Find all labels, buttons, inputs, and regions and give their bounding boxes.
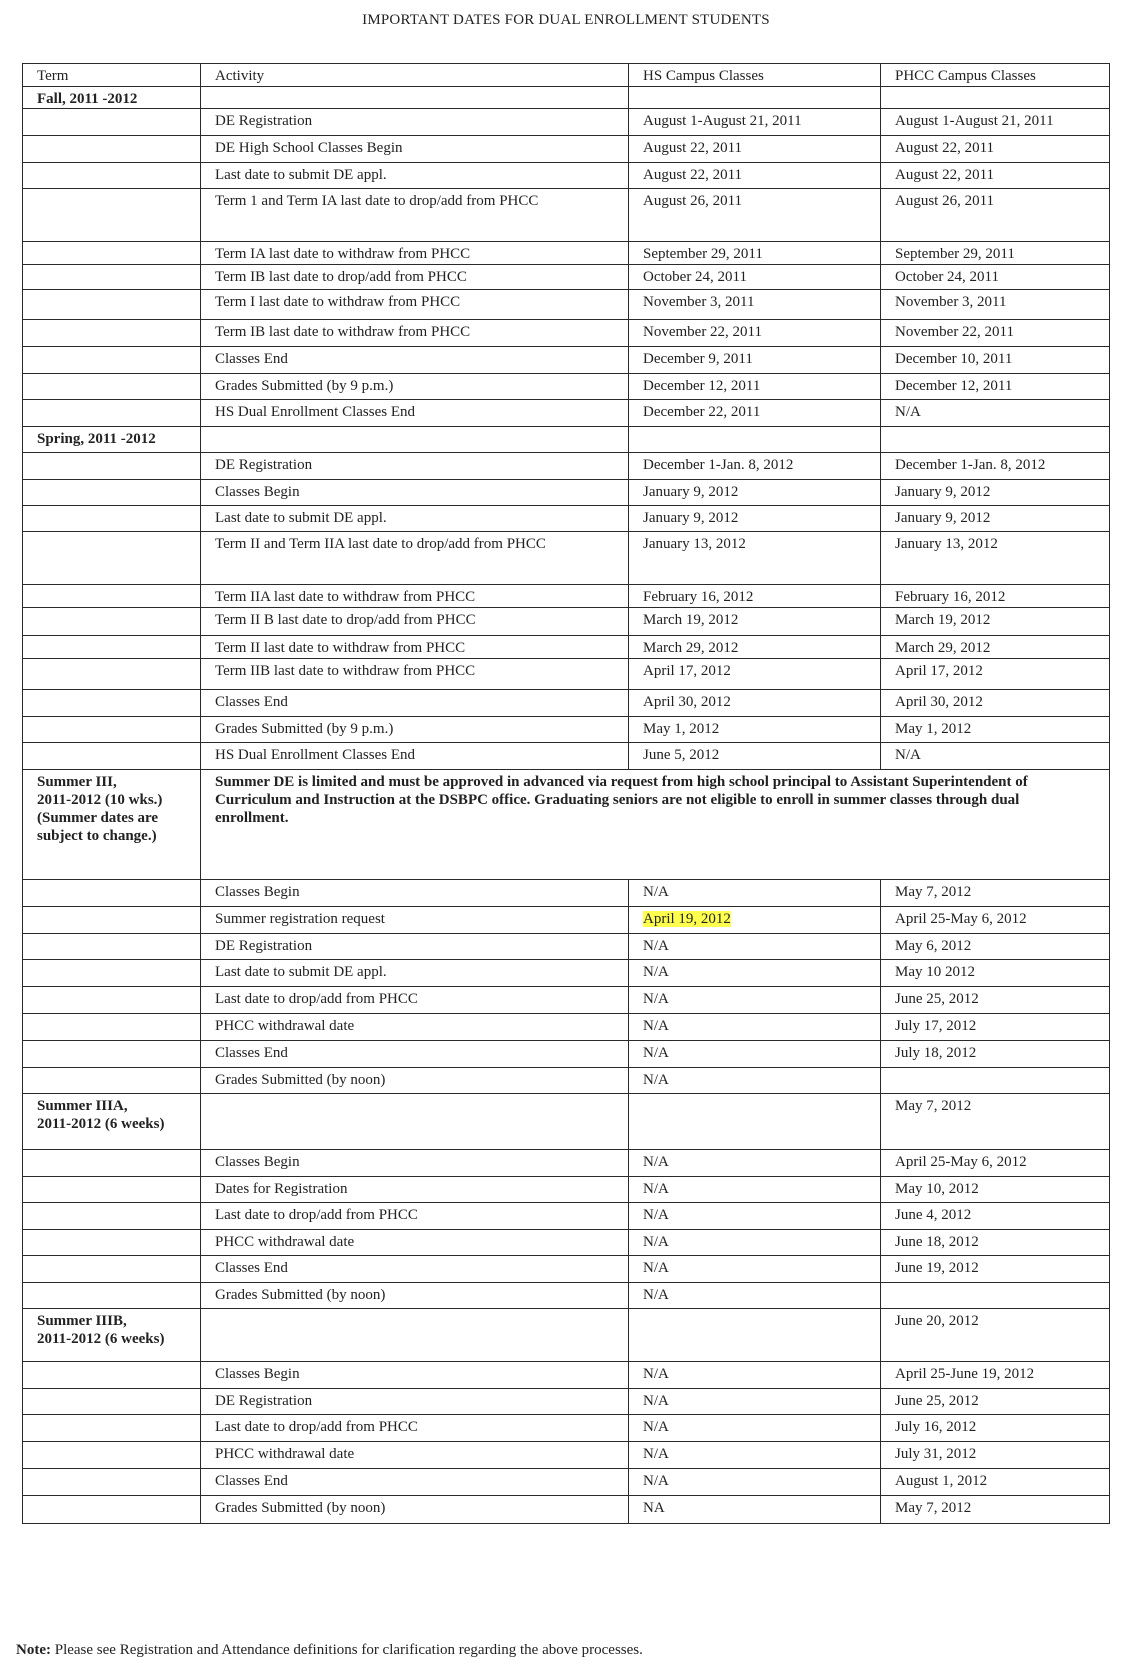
hs-date-cell: N/A: [629, 1041, 881, 1068]
phcc-date-cell: August 1-August 21, 2011: [881, 109, 1110, 136]
hs-date-cell: March 29, 2012: [629, 636, 881, 659]
hs-date-cell: April 17, 2012: [629, 659, 881, 690]
table-row: [23, 934, 1110, 960]
phcc-date-cell: July 31, 2012: [881, 1442, 1110, 1469]
phcc-date-cell: April 25-May 6, 2012: [881, 907, 1110, 934]
term-cell: [23, 506, 201, 532]
summer-notice-row: [23, 770, 1110, 880]
table-row: [23, 1177, 1110, 1203]
hs-date-cell: N/A: [629, 1389, 881, 1415]
term-cell: [23, 290, 201, 320]
hs-date-cell: N/A: [629, 934, 881, 960]
term-cell: [23, 987, 201, 1014]
hs-date-cell: January 13, 2012: [629, 532, 881, 585]
hs-date-cell: N/A: [629, 1014, 881, 1041]
table-row: [23, 242, 1110, 265]
activity-cell: [201, 1094, 629, 1150]
term-cell: Summer III, 2011-2012 (10 wks.) (Summer dates are subject to change.): [23, 770, 201, 880]
activity-cell: Term IIB last date to withdraw from PHCC: [201, 659, 629, 690]
hs-date-cell: N/A: [629, 987, 881, 1014]
table-row: [23, 1442, 1110, 1469]
term-cell: Spring, 2011 -2012: [23, 427, 201, 453]
term-cell: [23, 400, 201, 427]
phcc-date-cell: July 18, 2012: [881, 1041, 1110, 1068]
phcc-date-cell: December 10, 2011: [881, 347, 1110, 374]
activity-cell: DE Registration: [201, 453, 629, 480]
footnote-label: Note:: [16, 1642, 51, 1658]
activity-cell: HS Dual Enrollment Classes End: [201, 400, 629, 427]
term-row: [23, 427, 1110, 453]
table-row: [23, 907, 1110, 934]
phcc-date-cell: April 17, 2012: [881, 659, 1110, 690]
phcc-date-cell: March 19, 2012: [881, 608, 1110, 636]
term-cell: [23, 1014, 201, 1041]
phcc-date-cell: May 6, 2012: [881, 934, 1110, 960]
term-cell: [23, 659, 201, 690]
table-row: [23, 1389, 1110, 1415]
term-cell: Fall, 2011 -2012: [23, 87, 201, 109]
table-row: [23, 400, 1110, 427]
hs-date-cell: August 22, 2011: [629, 163, 881, 189]
highlighted-date: April 19, 2012: [643, 911, 731, 927]
phcc-date-cell: December 1-Jan. 8, 2012: [881, 453, 1110, 480]
phcc-date-cell: March 29, 2012: [881, 636, 1110, 659]
table-row: [23, 532, 1110, 585]
table-row: [23, 347, 1110, 374]
term-cell: [23, 242, 201, 265]
hs-date-cell: August 26, 2011: [629, 189, 881, 242]
table-row: [23, 453, 1110, 480]
activity-cell: Dates for Registration: [201, 1177, 629, 1203]
activity-cell: DE Registration: [201, 1389, 629, 1415]
hs-date-cell: June 5, 2012: [629, 743, 881, 770]
table-row: [23, 1230, 1110, 1256]
term-cell: [23, 1230, 201, 1256]
term-cell: [23, 934, 201, 960]
table-row: [23, 189, 1110, 242]
activity-cell: Last date to submit DE appl.: [201, 163, 629, 189]
document-title: IMPORTANT DATES FOR DUAL ENROLLMENT STUDENTS: [362, 12, 770, 28]
term-cell: [23, 320, 201, 347]
term-cell: [23, 743, 201, 770]
activity-cell: Term 1 and Term IA last date to drop/add from PHCC: [201, 189, 629, 242]
activity-cell: Grades Submitted (by noon): [201, 1068, 629, 1094]
phcc-date-cell: January 9, 2012: [881, 480, 1110, 506]
term-cell: [23, 1442, 201, 1469]
footnote: [16, 1642, 643, 1659]
hs-date-cell: N/A: [629, 1177, 881, 1203]
term-cell: [23, 109, 201, 136]
hs-date-cell: February 16, 2012: [629, 585, 881, 608]
phcc-date-cell: December 12, 2011: [881, 374, 1110, 400]
term-cell: Summer IIIB, 2011-2012 (6 weeks): [23, 1309, 201, 1362]
phcc-date-cell: [881, 87, 1110, 109]
phcc-date-cell: June 19, 2012: [881, 1256, 1110, 1283]
term-cell: [23, 960, 201, 987]
hs-date-cell: N/A: [629, 880, 881, 907]
phcc-date-cell: May 7, 2012: [881, 1496, 1110, 1524]
activity-cell: Grades Submitted (by noon): [201, 1496, 629, 1524]
activity-cell: Summer registration request: [201, 907, 629, 934]
hs-date-cell: N/A: [629, 1230, 881, 1256]
footnote-text: Please see Registration and Attendance definitions for clarification regarding the above processes.: [50, 1642, 643, 1658]
table-row: [23, 1469, 1110, 1496]
hs-date-cell: N/A: [629, 1150, 881, 1177]
activity-cell: Term II last date to withdraw from PHCC: [201, 636, 629, 659]
activity-cell: PHCC withdrawal date: [201, 1014, 629, 1041]
header-phcc-campus: PHCC Campus Classes: [881, 64, 1110, 87]
term-cell: [23, 163, 201, 189]
term-cell: [23, 907, 201, 934]
term-cell: [23, 453, 201, 480]
phcc-date-cell: January 9, 2012: [881, 506, 1110, 532]
table-row: [23, 265, 1110, 290]
hs-date-cell: December 22, 2011: [629, 400, 881, 427]
hs-date-cell: May 1, 2012: [629, 717, 881, 743]
phcc-date-cell: May 10 2012: [881, 960, 1110, 987]
phcc-date-cell: August 22, 2011: [881, 136, 1110, 163]
phcc-date-cell: July 17, 2012: [881, 1014, 1110, 1041]
activity-cell: Classes Begin: [201, 480, 629, 506]
term-cell: [23, 585, 201, 608]
activity-cell: DE High School Classes Begin: [201, 136, 629, 163]
dates-table: [22, 63, 1110, 1524]
activity-cell: Term IB last date to drop/add from PHCC: [201, 265, 629, 290]
hs-date-cell: N/A: [629, 1283, 881, 1309]
phcc-date-cell: June 25, 2012: [881, 987, 1110, 1014]
term-cell: [23, 265, 201, 290]
activity-cell: Term II and Term IIA last date to drop/add from PHCC: [201, 532, 629, 585]
hs-date-cell: N/A: [629, 1442, 881, 1469]
table-row: [23, 743, 1110, 770]
hs-date-cell: N/A: [629, 1256, 881, 1283]
hs-date-cell: November 22, 2011: [629, 320, 881, 347]
term-cell: [23, 1283, 201, 1309]
table-row: [23, 290, 1110, 320]
activity-cell: [201, 87, 629, 109]
table-row: [23, 1203, 1110, 1230]
header-hs-campus: HS Campus Classes: [629, 64, 881, 87]
table-row: [23, 987, 1110, 1014]
hs-date-cell: November 3, 2011: [629, 290, 881, 320]
term-cell: [23, 347, 201, 374]
table-row: [23, 960, 1110, 987]
table-row: [23, 109, 1110, 136]
hs-date-cell: [629, 1094, 881, 1150]
phcc-date-cell: May 7, 2012: [881, 1094, 1110, 1150]
term-row: [23, 1309, 1110, 1362]
term-cell: [23, 1496, 201, 1524]
hs-date-cell: NA: [629, 1496, 881, 1524]
hs-date-cell: March 19, 2012: [629, 608, 881, 636]
term-cell: [23, 1177, 201, 1203]
term-cell: [23, 1150, 201, 1177]
summer-notice: Summer DE is limited and must be approved in advanced via request from high school principal to Assistant Superintendent of Curriculum and Instruction at the DSBPC office. Graduating seniors are not eligible to enroll in summer classes through dual enrollment.: [201, 770, 1110, 880]
term-cell: [23, 1068, 201, 1094]
header-activity: Activity: [201, 64, 629, 87]
table-row: [23, 1068, 1110, 1094]
phcc-date-cell: [881, 427, 1110, 453]
phcc-date-cell: July 16, 2012: [881, 1415, 1110, 1442]
table-row: [23, 1150, 1110, 1177]
table-row: [23, 1496, 1110, 1524]
phcc-date-cell: N/A: [881, 743, 1110, 770]
phcc-date-cell: April 30, 2012: [881, 690, 1110, 717]
activity-cell: Classes Begin: [201, 1150, 629, 1177]
hs-date-cell: N/A: [629, 1362, 881, 1389]
term-cell: [23, 1203, 201, 1230]
term-cell: [23, 1256, 201, 1283]
hs-date-cell: December 9, 2011: [629, 347, 881, 374]
activity-cell: HS Dual Enrollment Classes End: [201, 743, 629, 770]
activity-cell: Classes End: [201, 690, 629, 717]
hs-date-cell: December 12, 2011: [629, 374, 881, 400]
activity-cell: Classes Begin: [201, 880, 629, 907]
hs-date-cell: [629, 427, 881, 453]
activity-cell: [201, 427, 629, 453]
phcc-date-cell: April 25-May 6, 2012: [881, 1150, 1110, 1177]
phcc-date-cell: January 13, 2012: [881, 532, 1110, 585]
table-header-row: [23, 64, 1110, 87]
activity-cell: Term I last date to withdraw from PHCC: [201, 290, 629, 320]
phcc-date-cell: November 3, 2011: [881, 290, 1110, 320]
phcc-date-cell: May 1, 2012: [881, 717, 1110, 743]
table-row: [23, 506, 1110, 532]
phcc-date-cell: August 1, 2012: [881, 1469, 1110, 1496]
phcc-date-cell: February 16, 2012: [881, 585, 1110, 608]
activity-cell: DE Registration: [201, 934, 629, 960]
activity-cell: Term II B last date to drop/add from PHCC: [201, 608, 629, 636]
hs-date-cell: January 9, 2012: [629, 506, 881, 532]
table-row: [23, 1415, 1110, 1442]
phcc-date-cell: November 22, 2011: [881, 320, 1110, 347]
term-cell: [23, 608, 201, 636]
term-cell: [23, 1389, 201, 1415]
activity-cell: Classes End: [201, 347, 629, 374]
table-row: [23, 717, 1110, 743]
activity-cell: Last date to drop/add from PHCC: [201, 1415, 629, 1442]
phcc-date-cell: [881, 1068, 1110, 1094]
phcc-date-cell: September 29, 2011: [881, 242, 1110, 265]
term-cell: [23, 1041, 201, 1068]
activity-cell: Classes End: [201, 1041, 629, 1068]
term-cell: [23, 532, 201, 585]
activity-cell: Last date to drop/add from PHCC: [201, 1203, 629, 1230]
hs-date-cell: August 22, 2011: [629, 136, 881, 163]
term-cell: [23, 374, 201, 400]
activity-cell: Term IA last date to withdraw from PHCC: [201, 242, 629, 265]
term-row: [23, 87, 1110, 109]
hs-date-cell: N/A: [629, 1203, 881, 1230]
activity-cell: [201, 1309, 629, 1362]
activity-cell: Last date to drop/add from PHCC: [201, 987, 629, 1014]
term-cell: [23, 480, 201, 506]
table-row: [23, 1041, 1110, 1068]
activity-cell: Grades Submitted (by 9 p.m.): [201, 717, 629, 743]
hs-date-cell: N/A: [629, 1068, 881, 1094]
activity-cell: Grades Submitted (by 9 p.m.): [201, 374, 629, 400]
table-row: [23, 659, 1110, 690]
table-row: [23, 690, 1110, 717]
hs-date-cell: December 1-Jan. 8, 2012: [629, 453, 881, 480]
hs-date-cell: [629, 1309, 881, 1362]
activity-cell: Classes Begin: [201, 1362, 629, 1389]
hs-date-cell: January 9, 2012: [629, 480, 881, 506]
dates-table-body: [23, 64, 1110, 1524]
hs-date-cell: [629, 907, 881, 934]
table-row: [23, 374, 1110, 400]
activity-cell: Term IIA last date to withdraw from PHCC: [201, 585, 629, 608]
table-row: [23, 163, 1110, 189]
phcc-date-cell: June 18, 2012: [881, 1230, 1110, 1256]
hs-date-cell: September 29, 2011: [629, 242, 881, 265]
activity-cell: Last date to submit DE appl.: [201, 506, 629, 532]
activity-cell: Last date to submit DE appl.: [201, 960, 629, 987]
hs-date-cell: October 24, 2011: [629, 265, 881, 290]
term-cell: [23, 1415, 201, 1442]
term-cell: [23, 136, 201, 163]
term-cell: [23, 636, 201, 659]
activity-cell: Grades Submitted (by noon): [201, 1283, 629, 1309]
hs-date-cell: April 30, 2012: [629, 690, 881, 717]
activity-cell: Classes End: [201, 1469, 629, 1496]
phcc-date-cell: April 25-June 19, 2012: [881, 1362, 1110, 1389]
term-cell: [23, 880, 201, 907]
phcc-date-cell: May 7, 2012: [881, 880, 1110, 907]
table-row: [23, 880, 1110, 907]
term-cell: [23, 717, 201, 743]
phcc-date-cell: June 20, 2012: [881, 1309, 1110, 1362]
table-row: [23, 1283, 1110, 1309]
phcc-date-cell: June 25, 2012: [881, 1389, 1110, 1415]
activity-cell: Classes End: [201, 1256, 629, 1283]
phcc-date-cell: N/A: [881, 400, 1110, 427]
term-cell: [23, 1362, 201, 1389]
table-row: [23, 636, 1110, 659]
phcc-date-cell: June 4, 2012: [881, 1203, 1110, 1230]
activity-cell: PHCC withdrawal date: [201, 1442, 629, 1469]
activity-cell: PHCC withdrawal date: [201, 1230, 629, 1256]
term-row: [23, 1094, 1110, 1150]
table-row: [23, 608, 1110, 636]
table-row: [23, 480, 1110, 506]
phcc-date-cell: August 22, 2011: [881, 163, 1110, 189]
hs-date-cell: August 1-August 21, 2011: [629, 109, 881, 136]
hs-date-cell: [629, 87, 881, 109]
table-row: [23, 585, 1110, 608]
header-term: Term: [23, 64, 201, 87]
hs-date-cell: N/A: [629, 1415, 881, 1442]
phcc-date-cell: August 26, 2011: [881, 189, 1110, 242]
phcc-date-cell: May 10, 2012: [881, 1177, 1110, 1203]
term-cell: Summer IIIA, 2011-2012 (6 weeks): [23, 1094, 201, 1150]
hs-date-cell: N/A: [629, 960, 881, 987]
table-row: [23, 1362, 1110, 1389]
phcc-date-cell: [881, 1283, 1110, 1309]
activity-cell: Term IB last date to withdraw from PHCC: [201, 320, 629, 347]
table-row: [23, 136, 1110, 163]
activity-cell: DE Registration: [201, 109, 629, 136]
table-row: [23, 1256, 1110, 1283]
table-row: [23, 1014, 1110, 1041]
term-cell: [23, 189, 201, 242]
term-cell: [23, 690, 201, 717]
term-cell: [23, 1469, 201, 1496]
table-row: [23, 320, 1110, 347]
phcc-date-cell: October 24, 2011: [881, 265, 1110, 290]
hs-date-cell: N/A: [629, 1469, 881, 1496]
